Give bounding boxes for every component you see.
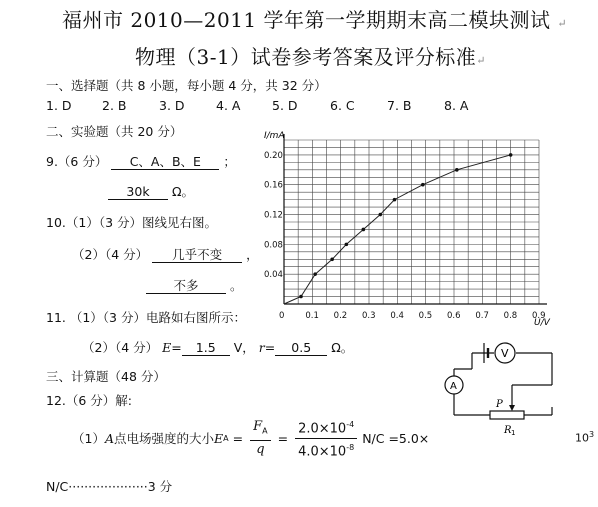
q11-part-1: 11. （1）（3 分）电路如右图所示： [46,310,246,325]
chart-points [299,153,512,298]
q12-frac-den-var: q [256,441,265,457]
iv-chart [262,128,552,328]
chart-x-axis-label: U/V [534,318,550,328]
q12-result: N/C =5.0× [362,430,430,446]
q12-e-a-sub: A [223,433,229,443]
q12-point-a: A [104,430,114,446]
q11-e-value: 1.5 [182,340,230,356]
choice-answer: 1. D [46,98,72,113]
q12-part-1 [72,416,429,460]
q11-e-eq: = [171,340,182,355]
q12-label: 12.（6 分）解: [46,393,133,408]
q9-line-1 [46,152,236,170]
q12-right-fragment [575,430,594,445]
q10-answer-a-end: ， [246,247,259,262]
q12-fraction-numeric [295,416,357,460]
chart-x-tick-label: 0.5 [418,311,433,321]
chart-point [379,213,383,217]
q12-num2: 2.0×10 [298,421,347,437]
paragraph-mark-icon: ↵ [557,17,568,30]
title-line-2 [135,41,486,70]
voltmeter-label: V [501,347,509,360]
q12-right-fragment-sup: 3 [589,430,595,439]
q12-frac-num-sub: A [262,426,268,436]
q11-r-eq: = [264,340,276,355]
q12-nc-line: N/C····················3 分 [46,479,173,494]
q11-part-2 [82,338,353,356]
chart-axes [284,134,547,304]
q10-part-2b [146,276,243,294]
q9-line-2 [108,182,194,200]
q11-e-unit: V， [233,340,255,355]
q12-eq-2: = [277,430,289,446]
q12-den2: 4.0×10 [298,443,347,459]
q10-answer-b: 不多 [146,278,226,294]
q12-den2-exp: -8 [346,442,355,452]
choice-answer: 2. B [102,98,127,113]
section-1-heading: 一、选择题（共 8 小题，每小题 4 分，共 32 分） [46,78,327,93]
choice-answer: 5. D [272,98,298,113]
q12-part-1-text: 点电场强度的大小 [113,431,214,446]
q12-right-fragment-text: 10 [575,431,589,445]
chart-y-tick-label: 0.12 [264,210,283,221]
chart-x-tick-label: 0.1 [305,311,319,321]
chart-point [421,183,425,187]
q10-part-2-label: （2）（4 分） [72,247,149,262]
chart-y-axis-label: I/mA [264,131,285,141]
q9-answer-1-end: ； [223,154,236,169]
chart-point [299,295,303,299]
q11-part-2-label: （2）（4 分） [82,340,159,355]
resistor-label: R [504,425,512,436]
chart-point [345,243,349,247]
title-line-2-text: 物理（3-1）试卷参考答案及评分标准 [135,45,477,69]
chart-x-tick-label: 0.7 [475,311,489,321]
chart-point [509,153,513,157]
chart-x-tick-label: 0 [279,311,285,321]
q9-answer-1: C、A、B、E [111,154,219,170]
paragraph-mark-icon: ↵ [476,54,486,67]
chart-x-tick-label: 0.8 [503,311,518,321]
q10-part-2 [72,245,259,263]
chart-grid [284,140,539,304]
chart-y-tick-label: 0.08 [264,240,283,251]
choice-answer: 7. B [387,98,412,113]
chart-point [455,168,459,172]
q12-eq-1: = [232,430,244,446]
chart-y-tick-label: 0.16 [264,180,283,191]
resistor-sub: 1 [511,429,516,437]
section-3-heading: 三、计算题（48 分） [46,369,166,384]
ammeter-label: A [450,381,457,392]
q11-e-var: E [162,340,172,355]
q10-answer-b-end: 。 [229,278,243,293]
choice-answer: 3. D [159,98,185,113]
chart-x-tick-label: 0.3 [362,311,376,321]
chart-tick-labels [264,151,546,321]
title-line-1-text: 福州市 2010—2011 学年第一学期期末高二模块测试 [62,8,551,32]
chart-x-tick-label: 0.9 [532,311,546,321]
slider-arrow-icon [509,405,515,411]
chart-y-tick-label: 0.20 [264,150,283,161]
choice-answer: 4. A [216,98,241,113]
circuit-diagram [432,335,562,437]
chart-x-tick-label: 0.6 [447,311,461,321]
rheostat-icon [490,411,524,419]
choice-answer: 8. A [444,98,469,113]
chart-point [393,198,397,202]
slider-label: P [496,399,503,410]
q9-answer-2: 30k [108,184,168,200]
q12-part-1-prefix: （1） [72,431,105,446]
title-line-1 [62,4,567,33]
section-2-heading: 二、实验题（共 20 分） [46,124,183,139]
q11-r-unit: Ω。 [331,340,354,355]
chart-point [362,228,366,232]
q9-label: 9.（6 分） [46,154,108,169]
q12-fraction-symbolic [250,418,271,458]
q12-e-a: E [214,430,224,446]
q12-frac-num-var: F [253,419,263,435]
q10-answer-a: 几乎不变 [152,247,242,263]
choice-answer: 6. C [330,98,355,113]
q11-r-var: r [258,340,265,355]
q11-r-value: 0.5 [275,340,327,356]
q12-num2-exp: -4 [346,420,355,430]
q9-answer-2-unit: Ω。 [171,184,195,199]
chart-point [330,257,334,261]
chart-x-tick-label: 0.4 [390,311,404,321]
chart-x-tick-label: 0.2 [333,311,348,321]
q10-part-1: 10.（1）（3 分）图线见右图。 [46,215,218,230]
chart-y-tick-label: 0.04 [264,270,283,281]
chart-point [313,272,317,276]
